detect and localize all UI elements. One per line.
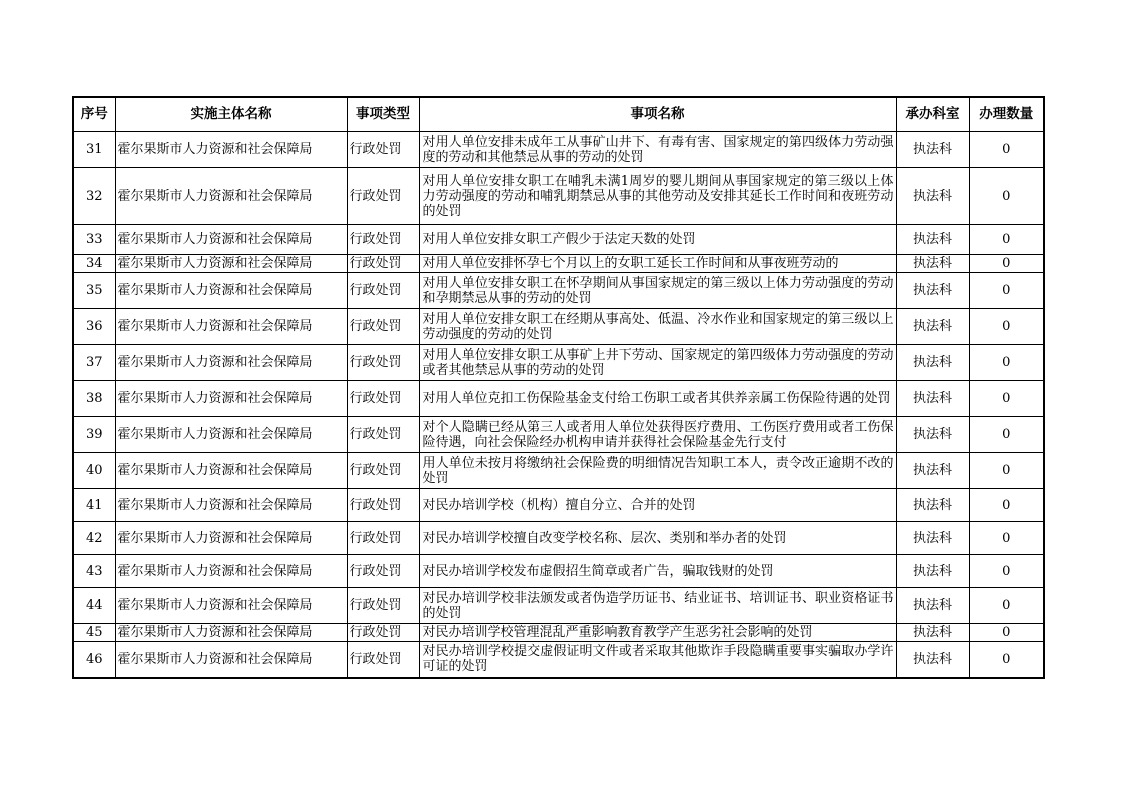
cell-item-type: 行政处罚: [347, 489, 419, 522]
cell-serial-number: 39: [73, 417, 115, 453]
cell-item-name: 对民办培训学校提交虚假证明文件或者采取其他欺诈手段隐瞒重要事实骗取办学许可证的处罚: [419, 642, 896, 678]
cell-item-type: 行政处罚: [347, 453, 419, 489]
cell-entity-name: 霍尔果斯市人力资源和社会保障局: [115, 555, 347, 588]
cell-entity-name: 霍尔果斯市人力资源和社会保障局: [115, 381, 347, 417]
cell-serial-number: 33: [73, 225, 115, 255]
cell-item-type: 行政处罚: [347, 273, 419, 309]
cell-department: 执法科: [896, 588, 969, 624]
cell-department: 执法科: [896, 255, 969, 273]
cell-entity-name: 霍尔果斯市人力资源和社会保障局: [115, 489, 347, 522]
table-row: [73, 489, 1044, 522]
cell-item-type: 行政处罚: [347, 309, 419, 345]
header-entity-name: 实施主体名称: [115, 97, 347, 132]
cell-department: 执法科: [896, 642, 969, 678]
cell-item-name: 对民办培训学校非法颁发或者伪造学历证书、结业证书、培训证书、职业资格证书的处罚: [419, 588, 896, 624]
cell-item-name: 对用人单位安排女职工在哺乳未满1周岁的婴儿期间从事国家规定的第三级以上体力劳动强度的劳动和哺乳期禁忌从事的其他劳动及安排其延长工作时间和夜班劳动的处罚: [419, 168, 896, 225]
table-header: [73, 97, 1044, 132]
cell-item-name: 对民办培训学校管理混乱严重影响教育教学产生恶劣社会影响的处罚: [419, 624, 896, 642]
table-row: [73, 273, 1044, 309]
cell-serial-number: 32: [73, 168, 115, 225]
enforcement-items-table: [72, 96, 1045, 679]
cell-department: 执法科: [896, 381, 969, 417]
cell-item-type: 行政处罚: [347, 225, 419, 255]
cell-department: 执法科: [896, 522, 969, 555]
cell-processed-count: 0: [969, 273, 1044, 309]
cell-item-type: 行政处罚: [347, 345, 419, 381]
cell-serial-number: 38: [73, 381, 115, 417]
cell-entity-name: 霍尔果斯市人力资源和社会保障局: [115, 273, 347, 309]
cell-serial-number: 44: [73, 588, 115, 624]
cell-entity-name: 霍尔果斯市人力资源和社会保障局: [115, 417, 347, 453]
cell-processed-count: 0: [969, 225, 1044, 255]
cell-entity-name: 霍尔果斯市人力资源和社会保障局: [115, 588, 347, 624]
cell-processed-count: 0: [969, 168, 1044, 225]
table-row: [73, 642, 1044, 678]
cell-processed-count: 0: [969, 489, 1044, 522]
header-department: 承办科室: [896, 97, 969, 132]
cell-processed-count: 0: [969, 255, 1044, 273]
cell-item-type: 行政处罚: [347, 255, 419, 273]
cell-item-name: 对用人单位安排女职工产假少于法定天数的处罚: [419, 225, 896, 255]
cell-department: 执法科: [896, 453, 969, 489]
cell-serial-number: 46: [73, 642, 115, 678]
table-row: [73, 624, 1044, 642]
cell-item-type: 行政处罚: [347, 168, 419, 225]
table-row: [73, 255, 1044, 273]
table-row: [73, 588, 1044, 624]
table-row: [73, 555, 1044, 588]
cell-processed-count: 0: [969, 624, 1044, 642]
cell-item-name: 对个人隐瞒已经从第三人或者用人单位处获得医疗费用、工伤医疗费用或者工伤保险待遇，向社会保险经办机构申请并获得社会保险基金先行支付: [419, 417, 896, 453]
cell-department: 执法科: [896, 624, 969, 642]
cell-processed-count: 0: [969, 588, 1044, 624]
table-row: [73, 132, 1044, 168]
cell-department: 执法科: [896, 225, 969, 255]
cell-item-type: 行政处罚: [347, 588, 419, 624]
table-row: [73, 345, 1044, 381]
cell-processed-count: 0: [969, 642, 1044, 678]
table-body: [73, 132, 1044, 678]
table-row: [73, 381, 1044, 417]
cell-entity-name: 霍尔果斯市人力资源和社会保障局: [115, 624, 347, 642]
cell-item-name: 对用人单位安排未成年工从事矿山井下、有毒有害、国家规定的第四级体力劳动强度的劳动和其他禁忌从事的劳动的处罚: [419, 132, 896, 168]
cell-item-name: 对民办培训学校发布虚假招生简章或者广告，骗取钱财的处罚: [419, 555, 896, 588]
cell-department: 执法科: [896, 417, 969, 453]
cell-processed-count: 0: [969, 381, 1044, 417]
cell-serial-number: 34: [73, 255, 115, 273]
cell-department: 执法科: [896, 345, 969, 381]
cell-serial-number: 40: [73, 453, 115, 489]
cell-processed-count: 0: [969, 345, 1044, 381]
cell-serial-number: 35: [73, 273, 115, 309]
table-row: [73, 417, 1044, 453]
cell-department: 执法科: [896, 168, 969, 225]
cell-item-name: 对用人单位安排女职工在怀孕期间从事国家规定的第三级以上体力劳动强度的劳动和孕期禁忌从事的劳动的处罚: [419, 273, 896, 309]
cell-item-name: 对用人单位安排怀孕七个月以上的女职工延长工作时间和从事夜班劳动的: [419, 255, 896, 273]
header-item-name: 事项名称: [419, 97, 896, 132]
cell-processed-count: 0: [969, 555, 1044, 588]
cell-item-name: 对民办培训学校（机构）擅自分立、合并的处罚: [419, 489, 896, 522]
cell-department: 执法科: [896, 555, 969, 588]
header-row: [73, 97, 1044, 132]
cell-department: 执法科: [896, 489, 969, 522]
cell-item-type: 行政处罚: [347, 132, 419, 168]
cell-processed-count: 0: [969, 522, 1044, 555]
cell-department: 执法科: [896, 309, 969, 345]
cell-entity-name: 霍尔果斯市人力资源和社会保障局: [115, 225, 347, 255]
cell-entity-name: 霍尔果斯市人力资源和社会保障局: [115, 132, 347, 168]
cell-item-type: 行政处罚: [347, 642, 419, 678]
cell-serial-number: 42: [73, 522, 115, 555]
cell-item-type: 行政处罚: [347, 624, 419, 642]
cell-processed-count: 0: [969, 453, 1044, 489]
cell-item-type: 行政处罚: [347, 417, 419, 453]
cell-item-type: 行政处罚: [347, 555, 419, 588]
cell-serial-number: 45: [73, 624, 115, 642]
cell-processed-count: 0: [969, 417, 1044, 453]
cell-entity-name: 霍尔果斯市人力资源和社会保障局: [115, 345, 347, 381]
cell-serial-number: 31: [73, 132, 115, 168]
cell-processed-count: 0: [969, 132, 1044, 168]
cell-entity-name: 霍尔果斯市人力资源和社会保障局: [115, 309, 347, 345]
cell-entity-name: 霍尔果斯市人力资源和社会保障局: [115, 453, 347, 489]
cell-entity-name: 霍尔果斯市人力资源和社会保障局: [115, 168, 347, 225]
table-row: [73, 225, 1044, 255]
table-row: [73, 309, 1044, 345]
cell-entity-name: 霍尔果斯市人力资源和社会保障局: [115, 522, 347, 555]
cell-entity-name: 霍尔果斯市人力资源和社会保障局: [115, 642, 347, 678]
header-item-type: 事项类型: [347, 97, 419, 132]
cell-item-name: 对民办培训学校擅自改变学校名称、层次、类别和举办者的处罚: [419, 522, 896, 555]
cell-serial-number: 43: [73, 555, 115, 588]
header-processed-count: 办理数量: [969, 97, 1044, 132]
table-row: [73, 522, 1044, 555]
table-row: [73, 168, 1044, 225]
header-serial-number: 序号: [73, 97, 115, 132]
cell-serial-number: 36: [73, 309, 115, 345]
cell-item-name: 对用人单位安排女职工在经期从事高处、低温、冷水作业和国家规定的第三级以上劳动强度的劳动的处罚: [419, 309, 896, 345]
cell-item-name: 对用人单位安排女职工从事矿上井下劳动、国家规定的第四级体力劳动强度的劳动或者其他禁忌从事的劳动的处罚: [419, 345, 896, 381]
cell-department: 执法科: [896, 132, 969, 168]
table-row: [73, 453, 1044, 489]
cell-item-type: 行政处罚: [347, 522, 419, 555]
cell-department: 执法科: [896, 273, 969, 309]
cell-item-name: 用人单位未按月将缴纳社会保险费的明细情况告知职工本人，责令改正逾期不改的处罚: [419, 453, 896, 489]
cell-item-type: 行政处罚: [347, 381, 419, 417]
cell-serial-number: 37: [73, 345, 115, 381]
cell-entity-name: 霍尔果斯市人力资源和社会保障局: [115, 255, 347, 273]
cell-serial-number: 41: [73, 489, 115, 522]
cell-item-name: 对用人单位克扣工伤保险基金支付给工伤职工或者其供养亲属工伤保险待遇的处罚: [419, 381, 896, 417]
cell-processed-count: 0: [969, 309, 1044, 345]
